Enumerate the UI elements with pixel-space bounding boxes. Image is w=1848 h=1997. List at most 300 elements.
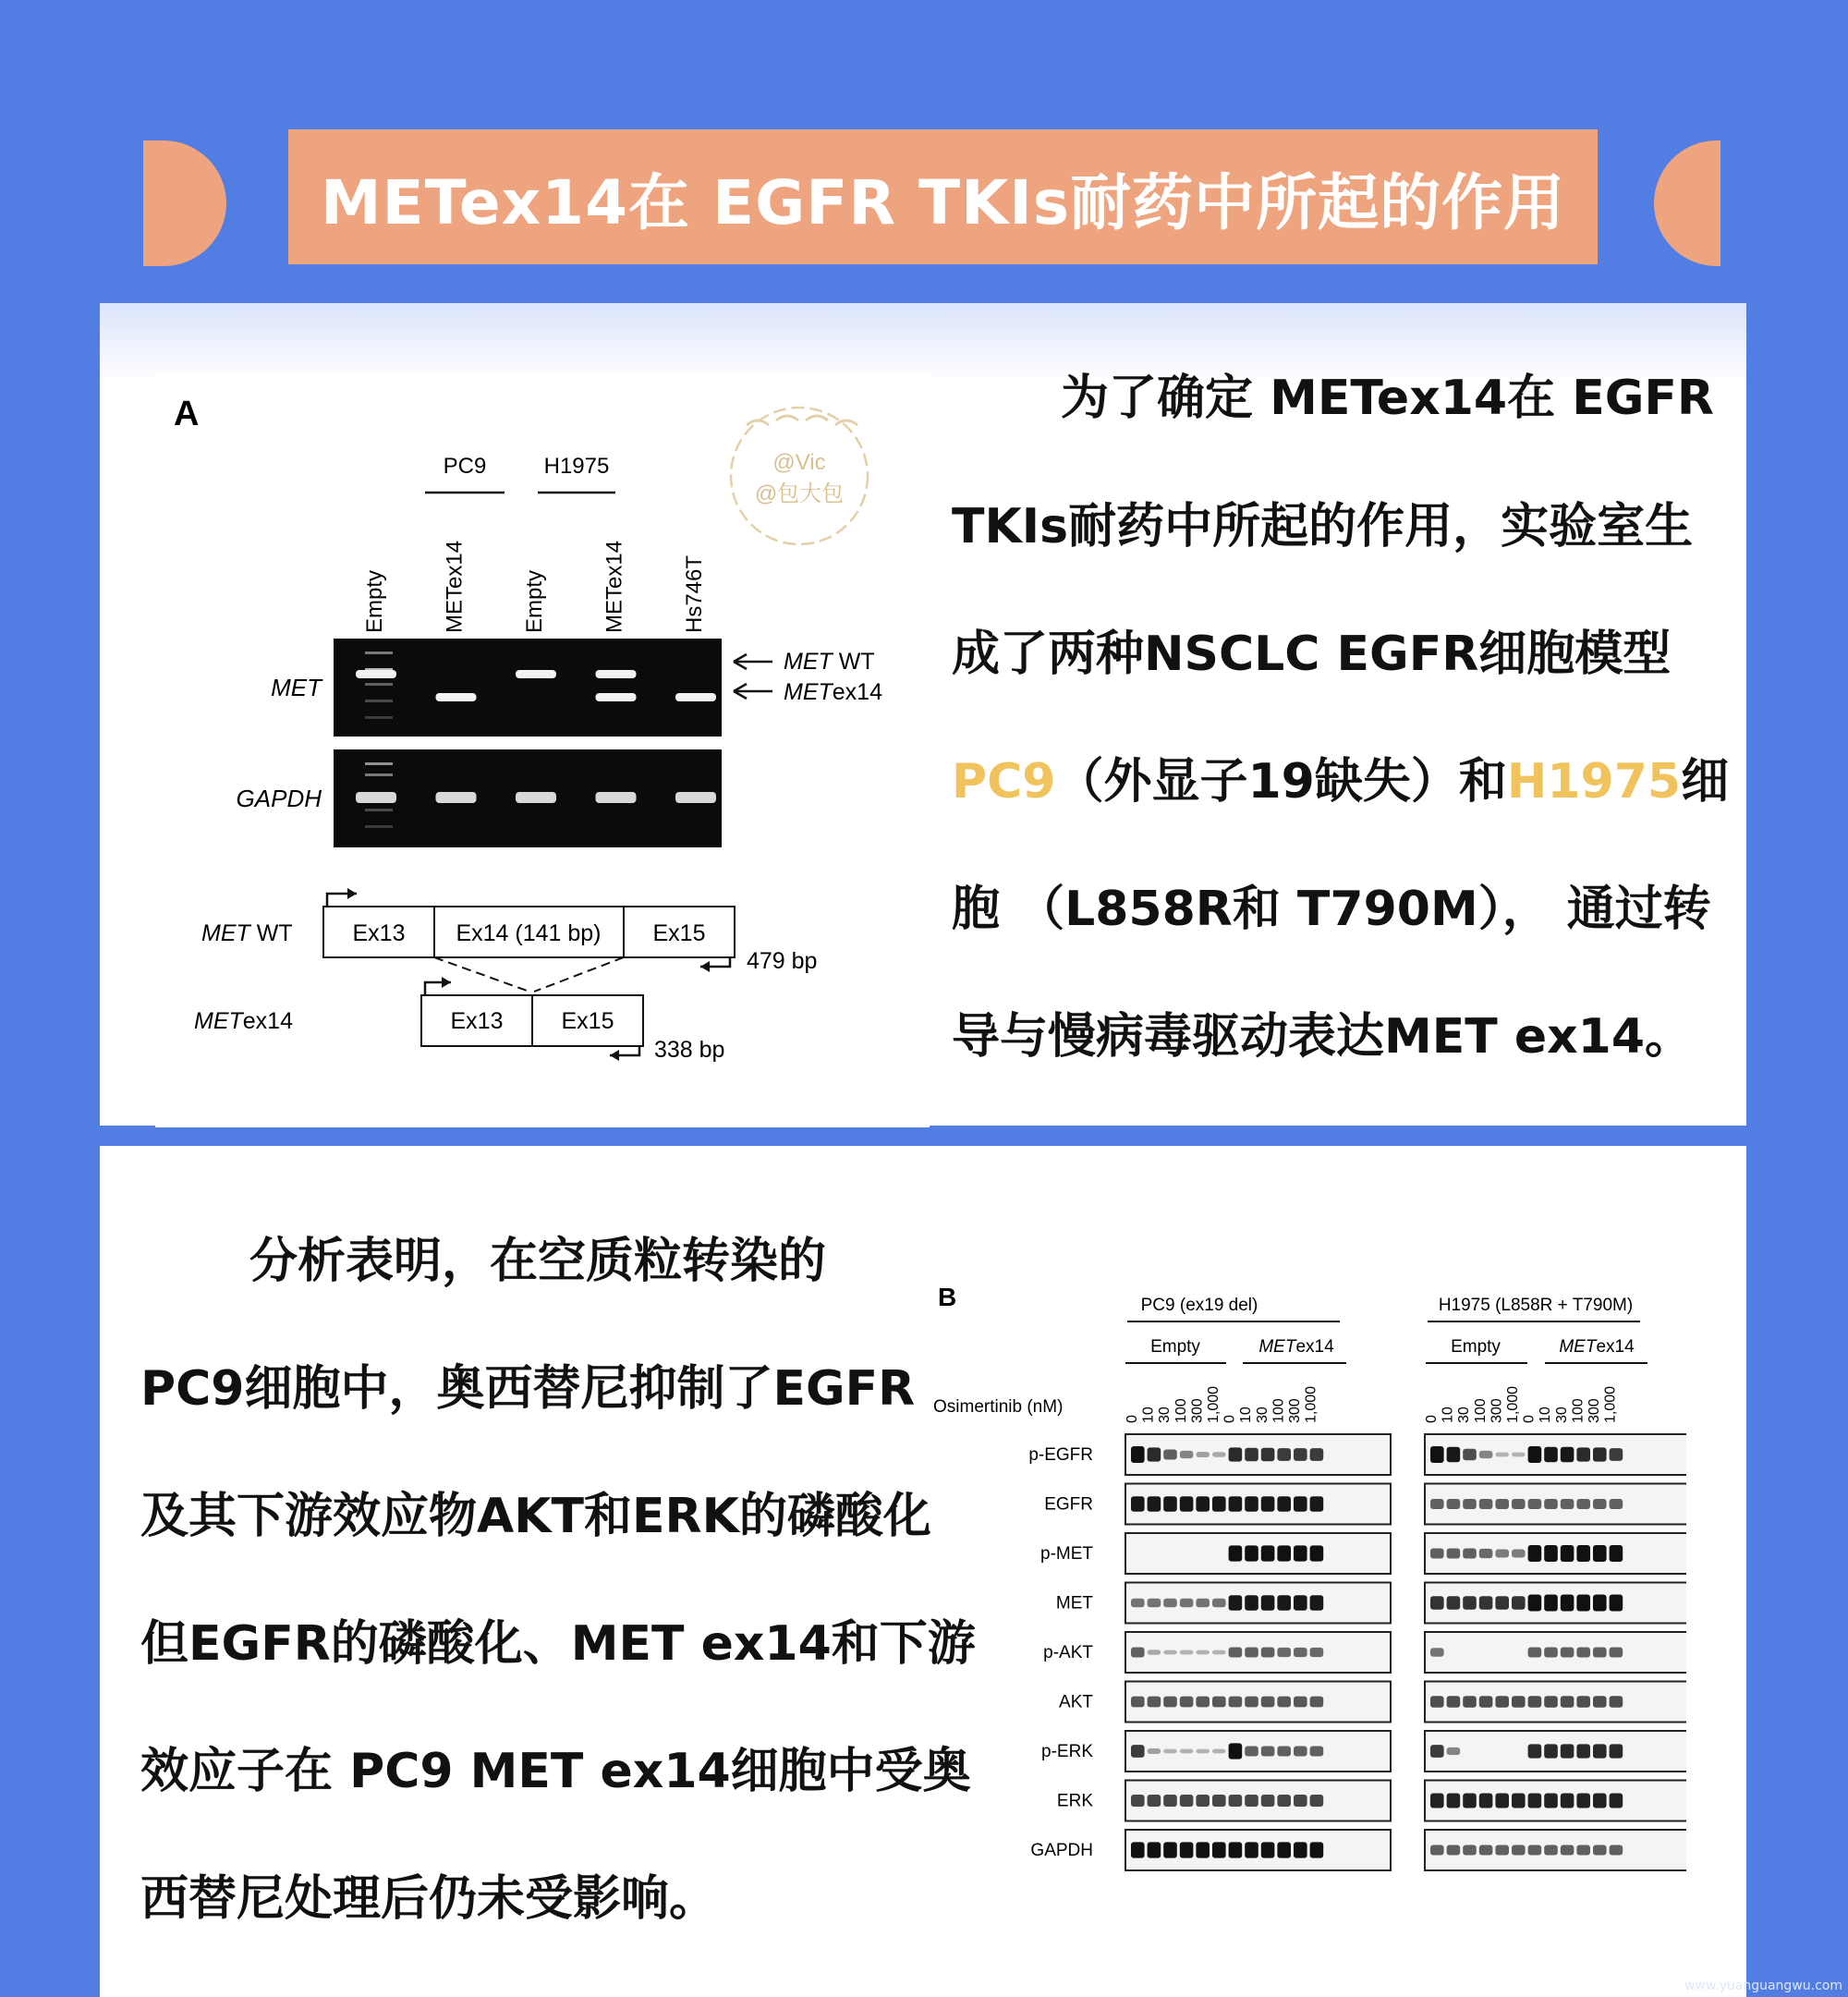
met-band — [675, 693, 716, 701]
blot-band — [1479, 1549, 1493, 1558]
blot-band — [1163, 1749, 1177, 1754]
blot-band — [1479, 1845, 1493, 1856]
blot-band — [1463, 1794, 1477, 1808]
blot-band — [1310, 1795, 1324, 1807]
blot-band — [1131, 1496, 1145, 1512]
blot-band — [1180, 1599, 1194, 1608]
ladder-band — [365, 651, 393, 654]
blot-band — [1593, 1595, 1607, 1612]
gapdh-band — [675, 792, 716, 803]
ladder-band — [365, 716, 393, 719]
blot-label: p-MET — [1040, 1544, 1093, 1564]
blot-band — [1229, 1795, 1243, 1807]
blot-band — [1447, 1794, 1461, 1808]
ladder-band — [365, 700, 393, 702]
blot-band — [1277, 1648, 1291, 1657]
dose-label: 100 — [1472, 1398, 1489, 1423]
blot-band — [1261, 1595, 1275, 1611]
blot-band — [1512, 1845, 1526, 1856]
blot-band — [1245, 1496, 1258, 1512]
site-watermark: www.yuanguangwu.com — [1684, 1979, 1842, 1993]
blot-band — [1212, 1842, 1226, 1857]
blot-band — [1245, 1747, 1258, 1757]
blot-band — [1576, 1595, 1590, 1612]
blot-band — [1245, 1648, 1258, 1658]
blot-band — [1229, 1595, 1243, 1611]
intro-line-6: 导与慢病毒驱动表达MET ex14。 — [952, 1009, 1694, 1065]
blot-band — [1196, 1650, 1210, 1655]
blot-band — [1528, 1446, 1542, 1463]
blot-band — [1430, 1446, 1444, 1463]
ladder-band — [365, 762, 393, 765]
blot-band — [1447, 1447, 1461, 1463]
blot-band — [1229, 1743, 1243, 1759]
intro-line-4: PC9（外显子19缺失）和H1975细 — [952, 754, 1730, 810]
blot-band — [1148, 1795, 1161, 1807]
blot-band — [1561, 1447, 1574, 1463]
blot-band — [1610, 1499, 1623, 1509]
blot-band — [1463, 1549, 1477, 1559]
band-arrows — [734, 654, 772, 699]
figure-a-panel-label: A — [174, 395, 200, 433]
blot-band — [1245, 1795, 1258, 1807]
blot-band — [1528, 1595, 1542, 1612]
blot-band — [1528, 1794, 1542, 1808]
blot-band — [1479, 1794, 1493, 1808]
dose-label: 30 — [1254, 1406, 1270, 1423]
blot-band — [1212, 1599, 1226, 1608]
blot-band — [1576, 1545, 1590, 1562]
lane-label: Hs746T — [682, 554, 707, 633]
analysis-line-5: 效应子在 PC9 MET ex14细胞中受奥 — [140, 1744, 971, 1799]
blot-band — [1294, 1795, 1307, 1807]
blot-band — [1479, 1696, 1493, 1707]
blot-band — [1148, 1842, 1161, 1857]
schematic-label-wt: MET WT — [201, 920, 293, 946]
blot-band — [1229, 1447, 1243, 1461]
blot-band — [1463, 1696, 1477, 1707]
blot-band — [1310, 1697, 1324, 1708]
lane-label: Empty — [522, 569, 547, 633]
blot-band — [1277, 1842, 1291, 1857]
wt-exon-13: Ex13 — [352, 920, 406, 946]
dose-label: 0 — [1222, 1415, 1238, 1423]
blot-band — [1610, 1595, 1623, 1612]
blot-band — [1430, 1648, 1444, 1657]
dose-label: 30 — [1157, 1406, 1173, 1423]
blot-band — [1528, 1744, 1542, 1758]
blot-band — [1561, 1794, 1574, 1808]
subgroup-pc9-empty: Empty — [1150, 1337, 1200, 1357]
banner-left-decoration — [143, 140, 226, 266]
intro-line-2: TKIs耐药中所起的作用，实验室生 — [952, 499, 1694, 554]
gapdh-band — [436, 792, 477, 803]
met-band — [516, 670, 556, 678]
watermark-line-1: @Vic — [772, 450, 826, 475]
blot-band — [1610, 1794, 1623, 1808]
blot-band — [1561, 1499, 1574, 1509]
blot-band — [1277, 1595, 1291, 1611]
dose-labels — [1125, 1386, 1619, 1423]
blot-band — [1277, 1795, 1291, 1807]
dose-label: 10 — [1140, 1406, 1157, 1423]
intro-line-1: 为了确定 METex14在 EGFR — [1061, 371, 1714, 426]
dose-label: 300 — [1189, 1398, 1206, 1423]
dose-label: 10 — [1538, 1406, 1554, 1423]
blot-band — [1593, 1744, 1607, 1758]
figure-b-panel-label: B — [938, 1283, 957, 1311]
blot-band — [1294, 1747, 1307, 1757]
highlight-h1975: H1975 — [1506, 754, 1682, 810]
blot-band — [1593, 1499, 1607, 1509]
blot-band — [1261, 1747, 1275, 1757]
blot-band — [1430, 1794, 1444, 1808]
blot-band — [1495, 1794, 1509, 1808]
blot-band — [1245, 1545, 1258, 1561]
blot-band — [1447, 1499, 1461, 1509]
watermark-seal — [731, 408, 868, 544]
blot-band — [1610, 1696, 1623, 1707]
intro-line-3: 成了两种NSCLC EGFR细胞模型 — [952, 627, 1672, 682]
blot-band — [1593, 1648, 1607, 1658]
blot-band — [1544, 1696, 1558, 1707]
blot-band — [1196, 1599, 1210, 1608]
blot-band — [1561, 1845, 1574, 1856]
blot-band — [1163, 1697, 1177, 1708]
blot-band — [1294, 1545, 1307, 1561]
treatment-label: Osimertinib (nM) — [933, 1397, 1064, 1417]
blot-band — [1310, 1648, 1324, 1657]
subgroup-h1975-metex14: METex14 — [1559, 1337, 1635, 1357]
dose-label: 1,000 — [1303, 1385, 1319, 1423]
blot-band — [1245, 1697, 1258, 1708]
band-label-ex14: METex14 — [784, 679, 882, 705]
dose-label: 100 — [1173, 1398, 1189, 1423]
blot-band — [1593, 1447, 1607, 1461]
blot-band — [1576, 1744, 1590, 1758]
blot-band — [1544, 1744, 1558, 1758]
dose-label: 300 — [1287, 1398, 1303, 1423]
blot-band — [1294, 1595, 1307, 1611]
title-banner — [288, 129, 1598, 264]
blot-band — [1245, 1448, 1258, 1462]
met-band — [356, 670, 396, 678]
blot-band — [1196, 1795, 1210, 1807]
blot-band — [1544, 1794, 1558, 1808]
blot-band — [1512, 1453, 1526, 1457]
dose-label: 1,000 — [1206, 1385, 1222, 1423]
blot-band — [1212, 1749, 1226, 1754]
blot-band — [1180, 1749, 1194, 1754]
wt-exon-14: Ex14 (141 bp) — [456, 920, 602, 946]
ex14-exon-15: Ex15 — [561, 1008, 614, 1034]
blot-band — [1576, 1447, 1590, 1461]
blot-band — [1447, 1747, 1461, 1755]
blot-band — [1229, 1545, 1243, 1561]
blot-band — [1212, 1697, 1226, 1708]
blot-rows — [1028, 1434, 1686, 1870]
group-label-h1975: H1975 — [543, 454, 610, 479]
blot-band — [1528, 1696, 1542, 1707]
blot-band — [1277, 1545, 1291, 1561]
blot-band — [1229, 1496, 1243, 1512]
blot-band — [1229, 1648, 1243, 1658]
lane-label: Empty — [362, 569, 387, 633]
dose-label: 100 — [1570, 1398, 1587, 1423]
blot-label: p-AKT — [1043, 1643, 1093, 1662]
dose-label: 300 — [1587, 1398, 1602, 1423]
ladder-band — [365, 683, 393, 686]
blot-band — [1463, 1596, 1477, 1610]
blot-band — [1512, 1696, 1526, 1707]
blot-band — [1131, 1446, 1145, 1463]
blot-band — [1561, 1545, 1574, 1562]
blot-band — [1561, 1744, 1574, 1758]
blot-band — [1294, 1697, 1307, 1708]
dose-label: 1,000 — [1505, 1385, 1521, 1423]
blot-band — [1495, 1499, 1509, 1509]
blot-band — [1294, 1842, 1307, 1857]
gapdh-band — [356, 792, 396, 803]
blot-band — [1310, 1842, 1324, 1857]
subgroup-pc9-metex14: METex14 — [1258, 1337, 1334, 1357]
blot-band — [1148, 1748, 1161, 1754]
page-title: METex14在 EGFR TKIs耐药中所起的作用 — [320, 166, 1566, 238]
blot-band — [1294, 1496, 1307, 1512]
blot-band — [1479, 1596, 1493, 1610]
blot-band — [1479, 1499, 1493, 1509]
blot-band — [1148, 1599, 1161, 1608]
blot-band — [1212, 1795, 1226, 1807]
blot-band — [1229, 1842, 1243, 1857]
blot-band — [1163, 1599, 1177, 1608]
blot-band — [1528, 1648, 1542, 1658]
blot-band — [1310, 1545, 1324, 1561]
lane-labels — [362, 541, 707, 633]
blot-band — [1463, 1449, 1477, 1460]
blot-band — [1131, 1842, 1145, 1857]
blot-band — [1593, 1845, 1607, 1856]
blot-band — [1163, 1795, 1177, 1807]
blot-band — [1512, 1550, 1526, 1558]
blot-band — [1495, 1596, 1509, 1610]
highlight-pc9: PC9 — [952, 754, 1056, 810]
dose-label: 30 — [1456, 1406, 1473, 1423]
blot-band — [1148, 1650, 1161, 1654]
blot-band — [1163, 1842, 1177, 1857]
blot-band — [1261, 1545, 1275, 1561]
blot-band — [1261, 1795, 1275, 1807]
blot-band — [1229, 1697, 1243, 1708]
wt-exon-15: Ex15 — [652, 920, 706, 946]
blot-band — [1310, 1595, 1324, 1611]
blot-band — [1212, 1650, 1226, 1655]
lane-label: METex14 — [602, 540, 627, 633]
blot-band — [1447, 1696, 1461, 1707]
blot-band — [1163, 1496, 1177, 1512]
blot-band — [1495, 1453, 1509, 1457]
gel-row-label-met: MET — [271, 674, 322, 701]
blot-band — [1148, 1447, 1161, 1461]
blot-label: p-EGFR — [1028, 1445, 1093, 1465]
blot-band — [1148, 1496, 1161, 1512]
cell-line-pc9: PC9 (ex19 del) — [1140, 1296, 1258, 1315]
blot-label: GAPDH — [1030, 1841, 1093, 1860]
blot-band — [1544, 1447, 1558, 1463]
blot-band — [1294, 1648, 1307, 1657]
met-band — [436, 693, 477, 701]
blot-band — [1495, 1845, 1509, 1856]
band-label-wt: MET WT — [784, 649, 875, 675]
blot-band — [1512, 1794, 1526, 1808]
blot-band — [1261, 1496, 1275, 1512]
blot-band — [1544, 1648, 1558, 1658]
blot-band — [1148, 1697, 1161, 1708]
figure-a-rt-pcr — [155, 374, 930, 1127]
blot-band — [1430, 1845, 1444, 1856]
blot-band — [1512, 1596, 1526, 1610]
blot-band — [1495, 1696, 1509, 1707]
blot-band — [1180, 1496, 1194, 1512]
intro-line-5: 胞 （L858R和 T790M）， 通过转 — [952, 882, 1711, 937]
dose-label: 30 — [1553, 1406, 1570, 1423]
blot-band — [1430, 1549, 1444, 1559]
blot-band — [1180, 1650, 1194, 1655]
blot-band — [1131, 1697, 1145, 1708]
blot-band — [1180, 1451, 1194, 1458]
blot-band — [1576, 1499, 1590, 1509]
blot-band — [1261, 1842, 1275, 1857]
blot-band — [1544, 1545, 1558, 1562]
dose-label: 0 — [1424, 1415, 1440, 1423]
blot-band — [1576, 1845, 1590, 1856]
blot-band — [1277, 1496, 1291, 1512]
blot-band — [1576, 1794, 1590, 1808]
watermark-line-2: @包大包 — [754, 481, 845, 506]
blot-band — [1131, 1795, 1145, 1807]
blot-band — [1447, 1549, 1461, 1559]
blot-band — [1277, 1747, 1291, 1757]
blot-band — [1512, 1499, 1526, 1509]
blot-band — [1131, 1599, 1145, 1608]
dose-label: 0 — [1521, 1415, 1538, 1423]
blot-band — [1196, 1496, 1210, 1512]
blot-band — [1310, 1448, 1324, 1461]
blot-band — [1479, 1451, 1493, 1458]
blot-band — [1528, 1499, 1542, 1509]
subgroup-h1975-empty: Empty — [1451, 1337, 1501, 1357]
blot-band — [1180, 1697, 1194, 1708]
blot-band — [1212, 1496, 1226, 1512]
ex14-size-label: 338 bp — [654, 1037, 725, 1063]
analysis-line-4: 但EGFR的磷酸化、MET ex14和下游 — [140, 1616, 976, 1672]
figure-b-western-blot — [929, 1275, 1686, 1885]
blot-band — [1463, 1845, 1477, 1856]
blot-band — [1131, 1648, 1145, 1658]
blot-label: ERK — [1056, 1791, 1093, 1811]
blot-band — [1447, 1596, 1461, 1610]
blot-band — [1561, 1696, 1574, 1707]
blot-band — [1528, 1845, 1542, 1856]
dose-label: 300 — [1489, 1398, 1505, 1423]
blot-band — [1310, 1747, 1324, 1757]
blot-band — [1245, 1595, 1258, 1611]
ladder-band — [365, 809, 393, 811]
blot-band — [1593, 1794, 1607, 1808]
analysis-line-3: 及其下游效应物AKT和ERK的磷酸化 — [140, 1489, 931, 1544]
blot-band — [1196, 1697, 1210, 1708]
gapdh-band — [596, 792, 637, 803]
analysis-line-1: 分析表明，在空质粒转染的 — [249, 1234, 827, 1289]
blot-band — [1463, 1499, 1477, 1509]
group-label-pc9: PC9 — [443, 454, 487, 479]
blot-band — [1544, 1499, 1558, 1509]
blot-band — [1196, 1452, 1210, 1457]
blot-band — [1561, 1648, 1574, 1658]
lane-label: METex14 — [442, 540, 468, 633]
blot-band — [1277, 1697, 1291, 1708]
blot-band — [1294, 1448, 1307, 1461]
wt-size-label: 479 bp — [747, 948, 818, 974]
blot-band — [1610, 1448, 1623, 1461]
blot-band — [1310, 1496, 1324, 1512]
blot-band — [1131, 1745, 1145, 1758]
blot-band — [1544, 1595, 1558, 1612]
blot-band — [1593, 1545, 1607, 1562]
blot-label: p-ERK — [1041, 1742, 1093, 1761]
blot-band — [1561, 1595, 1574, 1612]
schematic-label-ex14: METex14 — [194, 1008, 293, 1034]
blot-band — [1196, 1749, 1210, 1754]
blot-band — [1430, 1745, 1444, 1758]
blot-band — [1277, 1448, 1291, 1461]
blot-band — [1576, 1696, 1590, 1707]
cell-line-h1975: H1975 (L858R + T790M) — [1438, 1296, 1634, 1315]
blot-band — [1180, 1795, 1194, 1807]
blot-band — [1163, 1450, 1177, 1460]
ex14-exon-13: Ex13 — [450, 1008, 504, 1034]
blot-label: EGFR — [1044, 1494, 1093, 1515]
dose-label: 10 — [1238, 1406, 1255, 1423]
blot-label: MET — [1055, 1593, 1093, 1613]
blot-band — [1610, 1648, 1623, 1658]
blot-band — [1430, 1499, 1444, 1509]
met-band — [596, 693, 637, 701]
blot-band — [1593, 1696, 1607, 1707]
blot-band — [1261, 1697, 1275, 1708]
met-splice-schematic — [194, 888, 817, 1063]
blot-band — [1528, 1545, 1542, 1562]
ladder-band — [365, 825, 393, 828]
blot-band — [1245, 1842, 1258, 1857]
dose-label: 1,000 — [1602, 1385, 1619, 1423]
blot-band — [1430, 1596, 1444, 1610]
gapdh-band — [516, 792, 556, 803]
met-band — [596, 670, 637, 678]
blot-label: AKT — [1059, 1692, 1093, 1712]
blot-band — [1163, 1650, 1177, 1655]
blot-band — [1495, 1550, 1509, 1558]
analysis-line-6: 西替尼处理后仍未受影响。 — [140, 1871, 718, 1927]
blot-band — [1180, 1842, 1194, 1857]
ladder-band — [365, 773, 393, 776]
blot-band — [1610, 1744, 1623, 1758]
blot-band — [1610, 1545, 1623, 1562]
blot-band — [1544, 1845, 1558, 1856]
blot-band — [1261, 1648, 1275, 1658]
dose-label: 0 — [1125, 1415, 1140, 1423]
blot-band — [1212, 1452, 1226, 1456]
